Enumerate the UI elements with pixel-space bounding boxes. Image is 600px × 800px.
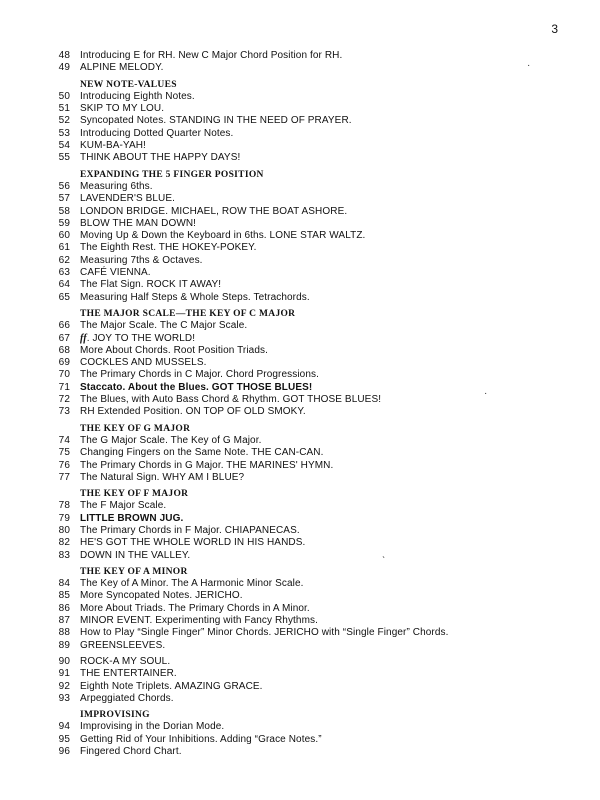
entry-title: KUM-BA-YAH! [80,140,146,152]
section-heading: THE KEY OF A MINOR [80,566,188,577]
toc-entry [52,656,572,668]
entry-title: Introducing Dotted Quarter Notes. [80,127,234,139]
toc-entry [52,627,572,639]
section-heading: THE MAJOR SCALE—THE KEY OF C MAJOR [80,308,296,319]
entry-title: Arpeggiated Chords. [80,692,174,704]
toc-entry [52,255,572,267]
entry-title: GREENSLEEVES. [80,639,166,651]
entry-title: Measuring 7ths & Octaves. [80,254,203,266]
toc-entry [52,320,572,332]
entry-number: 85 [58,590,70,602]
toc-entry [52,734,572,746]
entry-number: 90 [58,655,70,667]
entry-number: 72 [58,394,70,406]
entry-number: 52 [58,115,70,127]
toc-entry [52,537,572,549]
entry-number: 62 [58,254,70,266]
entry-title: RH Extended Position. ON TOP OF OLD SMOKY. [80,406,306,418]
toc-section-a-minor [52,566,572,652]
entry-title: The Eighth Rest. THE HOKEY-POKEY. [80,242,257,254]
entry-number: 87 [58,615,70,627]
entry-title: LAVENDER'S BLUE. [80,193,176,205]
entry-number: 78 [58,500,70,512]
entry-title: The Primary Chords in G Major. THE MARINES' HYMN. [80,459,334,471]
toc-entry [52,615,572,627]
entry-number: 79 [58,512,70,524]
toc-entry [52,447,572,459]
toc-entry [52,500,572,512]
entry-title: LITTLE BROWN JUG. [80,512,184,524]
entry-title: ALPINE MELODY. [80,62,164,74]
entry-number: 68 [58,344,70,356]
toc-section-new-note-values [52,79,572,165]
entry-number: 70 [58,369,70,381]
entry-title: Changing Fingers on the Same Note. THE CAN-CAN. [80,447,324,459]
toc-section-g-major [52,423,572,484]
toc-entry [52,181,572,193]
toc-section-improvising [52,709,572,758]
section-heading: NEW NOTE-VALUES [80,79,177,90]
entry-title: Fingered Chord Chart. [80,746,182,758]
entry-title: Syncopated Notes. STANDING IN THE NEED OF PRAYER. [80,115,352,127]
entry-number: 86 [58,602,70,614]
table-of-contents [52,50,572,758]
entry-title: COCKLES AND MUSSELS. [80,357,207,369]
section-heading: EXPANDING THE 5 FINGER POSITION [80,169,264,180]
section-heading: IMPROVISING [80,710,150,721]
entry-number: 61 [58,242,70,254]
entry-title: BLOW THE MAN DOWN! [80,217,197,229]
entry-title: The F Major Scale. [80,500,167,512]
toc-entry [52,640,572,652]
entry-number: 77 [58,471,70,483]
toc-entry [52,292,572,304]
toc-entry [52,746,572,758]
toc-entry [52,62,572,74]
entry-number: 91 [58,668,70,680]
entry-title: Moving Up & Down the Keyboard in 6ths. LONE STAR WALTZ. [80,230,366,242]
entry-number: 59 [58,217,70,229]
toc-entry [52,193,572,205]
entry-title: The Primary Chords in C Major. Chord Progressions. [80,369,319,381]
toc-entry [52,128,572,140]
entry-number: 74 [58,434,70,446]
entry-title: CAFÉ VIENNA. [80,267,151,279]
toc-entry [52,394,572,406]
entry-number: 64 [58,279,70,291]
entry-number: 48 [58,50,70,61]
entry-number: 67 [58,332,70,344]
entry-title: The Flat Sign. ROCK IT AWAY! [80,279,222,291]
toc-group-intro [52,50,572,75]
entry-number: 73 [58,406,70,418]
entry-number: 95 [58,733,70,745]
toc-group-misc [52,656,572,705]
entry-title: How to Play “Single Finger” Minor Chords. JERICHO with “Single Finger” Chords. [80,627,449,639]
entry-title: The G Major Scale. The Key of G Major. [80,434,262,446]
entry-title: LONDON BRIDGE. MICHAEL, ROW THE BOAT ASHORE. [80,205,348,217]
entry-title-text: . JOY TO THE WORLD! [86,332,196,344]
entry-number: 63 [58,267,70,279]
entry-number: 65 [58,291,70,303]
entry-title: Measuring 6ths. [80,180,153,192]
toc-entry [52,460,572,472]
entry-number: 60 [58,230,70,242]
entry-number: 58 [58,205,70,217]
toc-entry [52,230,572,242]
toc-entry [52,206,572,218]
toc-entry [52,50,572,62]
entry-title: ROCK-A MY SOUL. [80,655,171,667]
toc-entry [52,140,572,152]
toc-entry [52,681,572,693]
entry-number: 83 [58,549,70,561]
entry-title: The Key of A Minor. The A Harmonic Minor Scale. [80,578,304,590]
entry-title: More About Triads. The Primary Chords in A Minor. [80,602,310,614]
toc-entry [52,603,572,615]
toc-entry [52,513,572,525]
entry-title: The Primary Chords in F Major. CHIAPANECAS. [80,524,300,536]
entry-number: 88 [58,627,70,639]
toc-section-major-scale [52,308,572,419]
toc-entry [52,333,572,345]
toc-entry [52,721,572,733]
entry-number: 84 [58,578,70,590]
toc-entry [52,406,572,418]
toc-entry [52,668,572,680]
entry-title: Introducing E for RH. New C Major Chord Position for RH. [80,50,343,61]
toc-entry [52,152,572,164]
entry-number: 82 [58,537,70,549]
entry-number: 75 [58,447,70,459]
entry-number: 89 [58,639,70,651]
entry-number: 51 [58,103,70,115]
entry-number: 93 [58,692,70,704]
toc-entry [52,357,572,369]
entry-title: THINK ABOUT THE HAPPY DAYS! [80,152,241,164]
entry-number: 94 [58,721,70,733]
entry-title: Eighth Note Triplets. AMAZING GRACE. [80,680,263,692]
entry-title: The Blues, with Auto Bass Chord & Rhythm. GOT THOSE BLUES! [80,394,382,406]
entry-title: More Syncopated Notes. JERICHO. [80,590,243,602]
entry-number: 49 [58,62,70,74]
toc-entry [52,590,572,602]
toc-entry [52,91,572,103]
entry-number: 56 [58,180,70,192]
toc-entry [52,345,572,357]
toc-entry [52,369,572,381]
toc-entry [52,693,572,705]
entry-title: Improvising in the Dorian Mode. [80,721,225,733]
entry-number: 54 [58,140,70,152]
toc-entry [52,279,572,291]
toc-entry [52,115,572,127]
entry-title: The Natural Sign. WHY AM I BLUE? [80,471,245,483]
entry-title: MINOR EVENT. Experimenting with Fancy Rhythms. [80,615,318,627]
section-heading: THE KEY OF F MAJOR [80,489,189,500]
entry-number: 57 [58,193,70,205]
toc-entry [52,267,572,279]
toc-section-expanding [52,169,572,304]
entry-title: Introducing Eighth Notes. [80,90,195,102]
toc-entry [52,382,572,394]
entry-title: Getting Rid of Your Inhibitions. Adding “Grace Notes.” [80,733,322,745]
toc-section-f-major [52,488,572,562]
entry-number: 50 [58,90,70,102]
toc-entry [52,578,572,590]
entry-title: HE'S GOT THE WHOLE WORLD IN HIS HANDS. [80,537,306,549]
toc-entry [52,435,572,447]
entry-title: Staccato. About the Blues. GOT THOSE BLUES! [80,381,313,393]
toc-entry [52,550,572,562]
toc-entry [52,472,572,484]
entry-number: 53 [58,127,70,139]
entry-title: THE ENTERTAINER. [80,668,177,680]
entry-title [80,333,195,345]
entry-number: 92 [58,680,70,692]
toc-entry [52,525,572,537]
entry-number: 55 [58,152,70,164]
toc-entry [52,242,572,254]
print-speck: · [484,388,488,399]
entry-number: 80 [58,524,70,536]
entry-number: 96 [58,746,70,758]
print-speck: ˋ [382,556,386,567]
entry-title: DOWN IN THE VALLEY. [80,549,191,561]
entry-title: Measuring Half Steps & Whole Steps. Tetrachords. [80,291,310,303]
entry-number: 71 [58,381,70,393]
toc-entry [52,218,572,230]
entry-number: 69 [58,357,70,369]
entry-number: 76 [58,459,70,471]
toc-entry [52,103,572,115]
entry-number: 66 [58,320,70,332]
entry-title: The Major Scale. The C Major Scale. [80,320,248,332]
fortissimo-dynamic-mark: ff [80,332,87,344]
page-number: 3 [551,22,558,36]
entry-title: More About Chords. Root Position Triads. [80,344,268,356]
section-heading: THE KEY OF G MAJOR [80,423,191,434]
print-speck: · [527,60,531,71]
entry-title: SKIP TO MY LOU. [80,103,165,115]
